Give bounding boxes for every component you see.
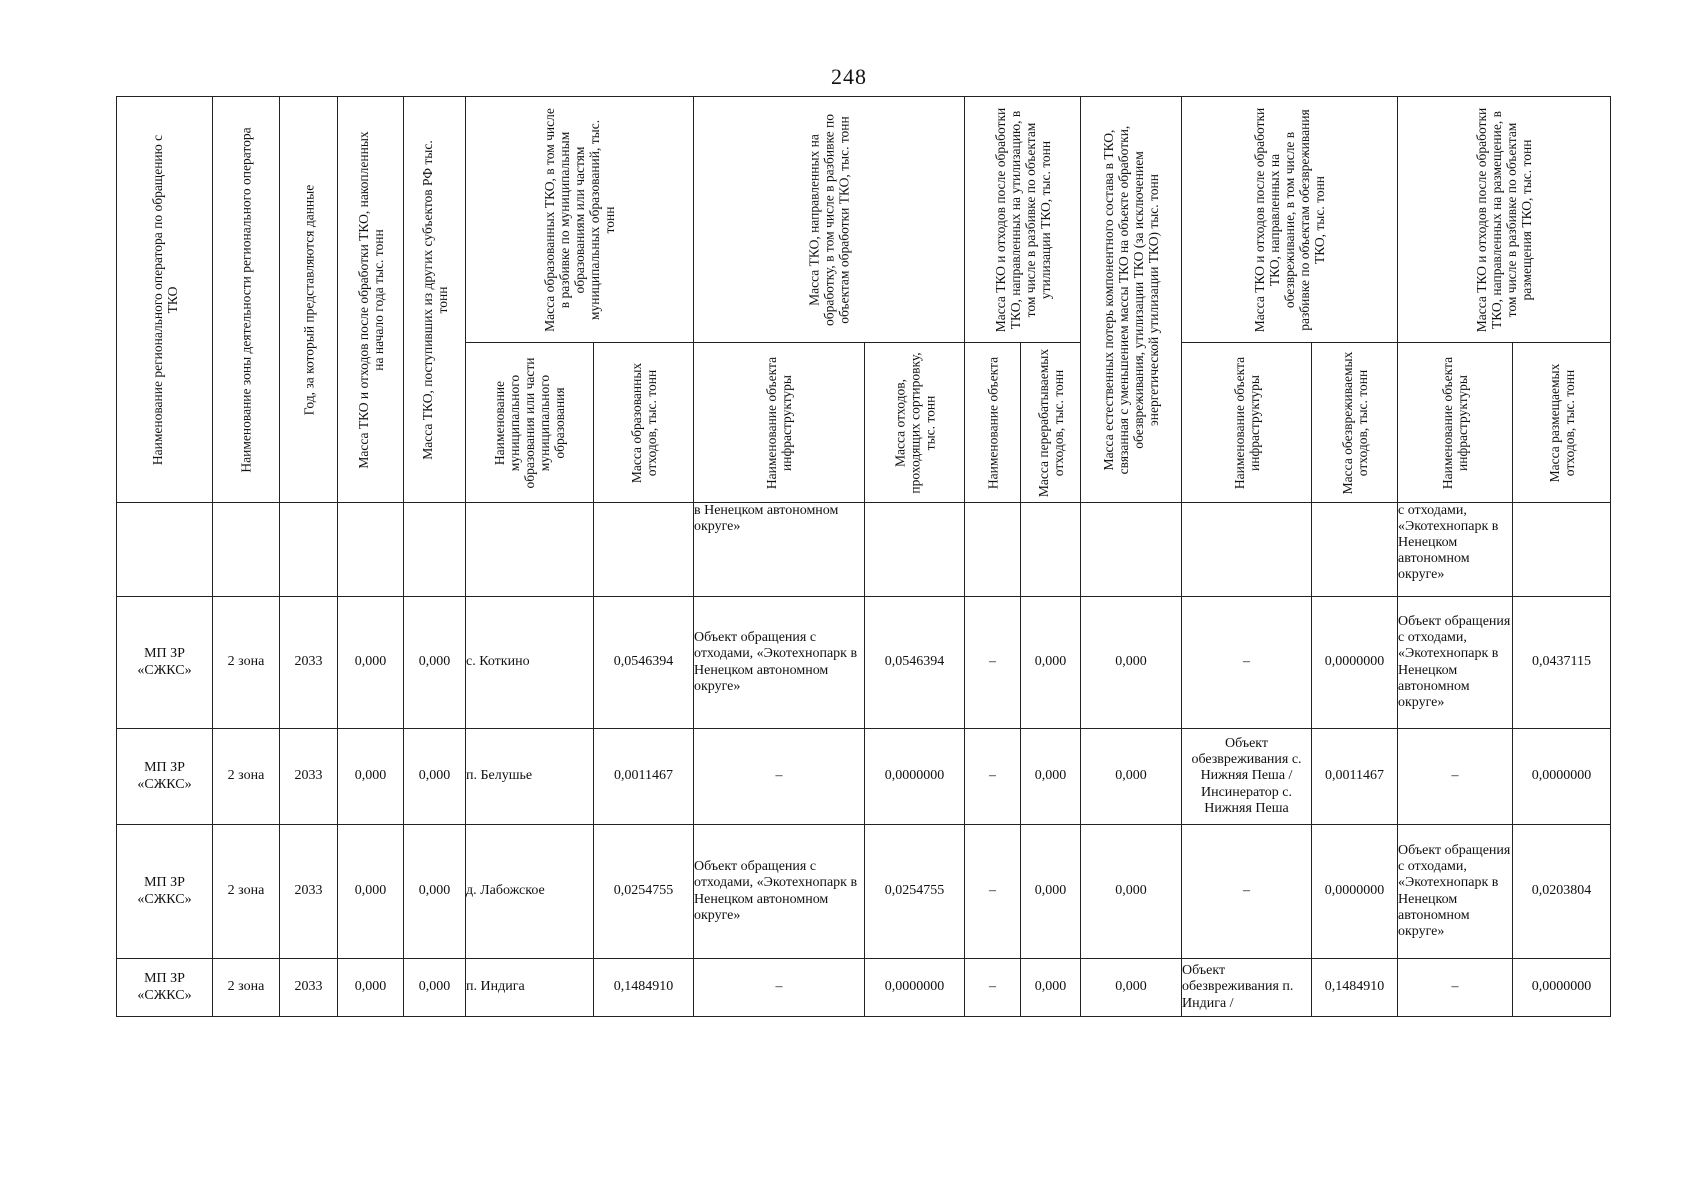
header-placement: Масса ТКО и отходов после обработки ТКО, направленных на размещение, в том числе в разбивке по объектам размещения ТКО, тыс. тонн — [1398, 97, 1611, 343]
processing-mass-cell: 0,0000000 — [865, 959, 965, 1017]
operator-cell: МП ЗР «СЖКС» — [117, 825, 213, 959]
placement-mass-cell: 0,0437115 — [1513, 597, 1611, 729]
processing-object-cell: – — [694, 959, 865, 1017]
header-row-groups — [117, 97, 1611, 343]
formed-mass-cell: 0,0011467 — [594, 729, 694, 825]
header-operator: Наименование регионального оператора по обращению с ТКО — [117, 97, 213, 503]
header-utilization: Масса ТКО и отходов после обработки ТКО, направленных на утилизацию, в том числе в разбивке по объектам утилизации ТКО, тыс. тонн — [965, 97, 1081, 343]
continuation-processing-object: в Ненецком автономном округе» — [694, 503, 865, 597]
neutralization-mass-cell: 0,0000000 — [1312, 597, 1398, 729]
year-cell: 2033 — [280, 597, 338, 729]
header-placement-object: Наименование объекта инфраструктуры — [1398, 343, 1513, 503]
page-number: 248 — [831, 64, 867, 89]
year-cell: 2033 — [280, 729, 338, 825]
header-year: Год, за который представляются данные — [280, 97, 338, 503]
placement-object-cell: Объект обращения с отходами, «Экотехнопарк в Ненецком автономном округе» — [1398, 597, 1513, 729]
zone-cell: 2 зона — [213, 959, 280, 1017]
natural-losses-cell: 0,000 — [1081, 959, 1182, 1017]
utilization-object-cell: – — [965, 729, 1021, 825]
continuation-row — [117, 503, 1611, 597]
table-row — [117, 729, 1611, 825]
header-processing-mass: Масса отходов, проходящих сортировку, тыс. тонн — [865, 343, 965, 503]
processing-mass-cell: 0,0000000 — [865, 729, 965, 825]
neutralization-mass-cell: 0,0000000 — [1312, 825, 1398, 959]
municipality-cell: д. Лабожское — [466, 825, 594, 959]
processing-object-cell: – — [694, 729, 865, 825]
zone-cell: 2 зона — [213, 597, 280, 729]
municipality-cell: п. Индига — [466, 959, 594, 1017]
accumulated-cell: 0,000 — [338, 597, 404, 729]
natural-losses-cell: 0,000 — [1081, 597, 1182, 729]
neutralization-object-cell: Объект обезвреживания с. Нижняя Пеша / Инсинератор с. Нижняя Пеша — [1182, 729, 1312, 825]
operator-cell: МП ЗР «СЖКС» — [117, 959, 213, 1017]
placement-mass-cell: 0,0000000 — [1513, 729, 1611, 825]
operator-cell: МП ЗР «СЖКС» — [117, 729, 213, 825]
placement-object-cell: – — [1398, 959, 1513, 1017]
year-cell: 2033 — [280, 959, 338, 1017]
utilization-mass-cell: 0,000 — [1021, 597, 1081, 729]
processing-object-cell: Объект обращения с отходами, «Экотехнопарк в Ненецком автономном округе» — [694, 597, 865, 729]
header-zone: Наименование зоны деятельности регионального оператора — [213, 97, 280, 503]
header-neutralization-object: Наименование объекта инфраструктуры — [1182, 343, 1312, 503]
from-regions-cell: 0,000 — [404, 825, 466, 959]
waste-register-table — [116, 96, 1611, 1017]
utilization-mass-cell: 0,000 — [1021, 825, 1081, 959]
neutralization-mass-cell: 0,1484910 — [1312, 959, 1398, 1017]
header-neutralization: Масса ТКО и отходов после обработки ТКО, направленных на обезвреживание, в том числе в разбивке по объектам обезвреживания ТКО, тыс. тонн — [1182, 97, 1398, 343]
accumulated-cell: 0,000 — [338, 729, 404, 825]
municipality-cell: с. Коткино — [466, 597, 594, 729]
header-formed-mass: Масса образованных отходов, тыс. тонн — [594, 343, 694, 503]
utilization-mass-cell: 0,000 — [1021, 729, 1081, 825]
neutralization-object-cell: – — [1182, 597, 1312, 729]
placement-mass-cell: 0,0203804 — [1513, 825, 1611, 959]
year-cell: 2033 — [280, 825, 338, 959]
header-neutralization-mass: Масса обезвреживаемых отходов, тыс. тонн — [1312, 343, 1398, 503]
zone-cell: 2 зона — [213, 729, 280, 825]
accumulated-cell: 0,000 — [338, 959, 404, 1017]
neutralization-object-cell: Объект обезвреживания п. Индига / — [1182, 959, 1312, 1017]
header-utilization-object: Наименование объекта — [965, 343, 1021, 503]
neutralization-object-cell: – — [1182, 825, 1312, 959]
processing-object-cell: Объект обращения с отходами, «Экотехнопарк в Ненецком автономном округе» — [694, 825, 865, 959]
natural-losses-cell: 0,000 — [1081, 825, 1182, 959]
placement-object-cell: – — [1398, 729, 1513, 825]
from-regions-cell: 0,000 — [404, 729, 466, 825]
placement-object-cell: Объект обращения с отходами, «Экотехнопарк в Ненецком автономном округе» — [1398, 825, 1513, 959]
header-utilization-mass: Масса перерабатываемых отходов, тыс. тонн — [1021, 343, 1081, 503]
table-row — [117, 825, 1611, 959]
municipality-cell: п. Белушье — [466, 729, 594, 825]
table-row — [117, 597, 1611, 729]
formed-mass-cell: 0,1484910 — [594, 959, 694, 1017]
zone-cell: 2 зона — [213, 825, 280, 959]
header-processing: Масса ТКО, направленных на обработку, в том числе в разбивке по объектам обработки ТКО, тыс. тонн — [694, 97, 965, 343]
accumulated-cell: 0,000 — [338, 825, 404, 959]
header-natural-losses: Масса естественных потерь компонентного состава в ТКО, связанная с уменьшением массы ТКО на объекте обработки, обезвреживания, утилизации ТКО (за исключением энергетической утилизации ТКО) тыс. тонн — [1081, 97, 1182, 503]
processing-mass-cell: 0,0254755 — [865, 825, 965, 959]
from-regions-cell: 0,000 — [404, 597, 466, 729]
header-formed-municipality: Наименование муниципального образования или части муниципального образования — [466, 343, 594, 503]
header-placement-mass: Масса размещаемых отходов, тыс. тонн — [1513, 343, 1611, 503]
table-row — [117, 959, 1611, 1017]
utilization-mass-cell: 0,000 — [1021, 959, 1081, 1017]
neutralization-mass-cell: 0,0011467 — [1312, 729, 1398, 825]
continuation-placement-object: с отходами, «Экотехнопарк в Ненецком автономном округе» — [1398, 503, 1513, 597]
formed-mass-cell: 0,0546394 — [594, 597, 694, 729]
placement-mass-cell: 0,0000000 — [1513, 959, 1611, 1017]
header-processing-object: Наименование объекта инфраструктуры — [694, 343, 865, 503]
utilization-object-cell: – — [965, 597, 1021, 729]
header-accumulated: Масса ТКО и отходов после обработки ТКО, накопленных на начало года тыс. тонн — [338, 97, 404, 503]
from-regions-cell: 0,000 — [404, 959, 466, 1017]
header-formed: Масса образованных ТКО, в том числе в разбивке по муниципальным образованиям или частям муниципальных образований, тыс. тонн — [466, 97, 694, 343]
utilization-object-cell: – — [965, 825, 1021, 959]
header-from-regions: Масса ТКО, поступивших из других субъектов РФ тыс. тонн — [404, 97, 466, 503]
natural-losses-cell: 0,000 — [1081, 729, 1182, 825]
formed-mass-cell: 0,0254755 — [594, 825, 694, 959]
utilization-object-cell: – — [965, 959, 1021, 1017]
processing-mass-cell: 0,0546394 — [865, 597, 965, 729]
operator-cell: МП ЗР «СЖКС» — [117, 597, 213, 729]
